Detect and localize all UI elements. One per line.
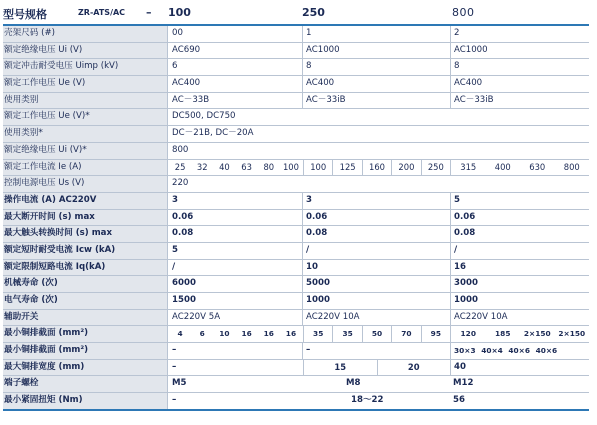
table-cell: / — [172, 261, 176, 272]
table-cell: DC500, DC750 — [172, 111, 236, 122]
header-title: 型号规格 — [3, 8, 47, 21]
table-cell: 5000 — [302, 276, 450, 292]
asterisk-mark: * — [38, 128, 43, 139]
cell-group-250 — [303, 160, 450, 176]
table-cell: 30×3 40×4 40×6 40×6 — [450, 343, 589, 359]
table-cell: 200 — [391, 160, 420, 176]
table-cell: AC400 — [172, 78, 201, 89]
table-cell: AC400 — [450, 76, 589, 92]
row-label: 额定绝缘电压 Ui (V)* — [3, 143, 168, 159]
table-row — [3, 310, 589, 327]
table-row — [3, 176, 589, 193]
asterisk-mark: * — [85, 111, 90, 122]
table-row — [3, 393, 589, 411]
table-cell: 5 — [450, 193, 589, 209]
table-row — [3, 76, 589, 93]
table-row — [3, 376, 589, 393]
row-label: 机械寿命 (次) — [3, 276, 168, 292]
table-row — [3, 93, 589, 110]
table-cell: DC－21B, DC－20A — [172, 128, 254, 139]
row-label: 端子螺栓 — [3, 376, 168, 392]
table-cell: 0.08 — [450, 226, 589, 242]
table-cell: 120 — [460, 329, 476, 339]
table-cell: 50 — [362, 326, 391, 342]
row-label: 操作电流 (A) AC220V — [3, 193, 168, 209]
table-cell: 220 — [172, 178, 189, 189]
table-cell: 6 — [199, 329, 205, 339]
table-row — [3, 59, 589, 76]
table-cell: 25 — [174, 161, 186, 172]
table-cell: 0.06 — [450, 210, 589, 226]
row-label: 最小铜排截面 (mm²) — [3, 326, 168, 342]
table-cell: – — [172, 395, 177, 406]
table-row — [3, 193, 589, 210]
header-frame-800: 800 — [452, 6, 475, 19]
row-label: 额定工作电流 Ie (A) — [3, 160, 168, 176]
row-label: 额定限制短路电流 Iq(kA) — [3, 260, 168, 276]
table-header — [3, 0, 589, 26]
table-cell: 3000 — [450, 276, 589, 292]
table-cell: – — [302, 343, 450, 359]
table-cell: 3 — [172, 194, 178, 205]
table-cell: / — [450, 243, 589, 259]
table-cell: 400 — [494, 161, 511, 172]
table-cell: 6 — [172, 61, 178, 72]
table-cell: 800 — [563, 161, 580, 172]
table-cell: 185 — [495, 329, 511, 339]
cell-group-800 — [450, 160, 589, 176]
table-cell: 1000 — [302, 293, 450, 309]
table-cell: M5 — [172, 378, 187, 389]
table-row — [3, 43, 589, 60]
table-cell: 95 — [421, 326, 450, 342]
table-cell: AC400 — [302, 76, 450, 92]
row-label: 额定短时耐受电流 Icw (kA) — [3, 243, 168, 259]
header-model: ZR-ATS/AC — [78, 8, 126, 17]
table-cell: 160 — [362, 160, 391, 176]
table-cell: 5 — [172, 244, 178, 255]
table-cell: 100 — [310, 161, 327, 172]
table-row — [3, 226, 589, 243]
table-cell: 0.06 — [302, 210, 450, 226]
table-cell: 80 — [263, 161, 275, 172]
row-label: 最小铜排截面 (mm²) — [3, 343, 168, 359]
table-row — [3, 126, 589, 143]
table-cell: 16 — [241, 329, 252, 339]
table-cell: 16 — [263, 329, 274, 339]
table-cell: 8 — [450, 59, 589, 75]
table-cell: 125 — [332, 160, 361, 176]
table-cell: 1000 — [450, 293, 589, 309]
row-label: 额定工作电压 Ue (V)* — [3, 109, 168, 125]
table-cell: AC－33iB — [302, 93, 450, 109]
table-cell: 2 — [450, 26, 589, 42]
table-row — [3, 276, 589, 293]
row-label: 额定冲击耐受电压 Uimp (kV) — [3, 59, 168, 75]
table-cell: 250 — [421, 160, 450, 176]
table-row — [3, 243, 589, 260]
table-cell: 0.08 — [302, 226, 450, 242]
table-cell: 10 — [302, 260, 450, 276]
table-cell: AC220V 10A — [302, 310, 450, 326]
table-cell: 0.08 — [172, 228, 194, 239]
table-row — [3, 343, 589, 360]
cell-group-100 — [169, 326, 302, 342]
row-label: 控制电源电压 Us (V) — [3, 176, 168, 192]
table-cell: 1500 — [172, 295, 196, 305]
table-cell: 10 — [219, 329, 230, 339]
table-row — [3, 260, 589, 277]
table-cell: AC220V 10A — [450, 310, 589, 326]
cell-group-250 — [303, 360, 450, 376]
table-cell: 2×150 — [558, 329, 586, 339]
table-row — [3, 293, 589, 310]
asterisk-mark: * — [82, 144, 87, 155]
row-label: 额定绝缘电压 Ui (V) — [3, 43, 168, 59]
table-cell: 16 — [450, 260, 589, 276]
table-cell: AC690 — [172, 44, 201, 55]
table-cell: 2×150 — [523, 329, 551, 339]
table-cell: M8 — [346, 378, 361, 389]
row-label: 最小紧固扭矩 (Nm) — [3, 393, 168, 409]
table-cell: 4 — [177, 329, 183, 339]
table-cell: 100 — [282, 161, 299, 172]
table-cell: AC－33B — [172, 94, 210, 105]
table-cell: 1 — [302, 26, 450, 42]
table-cell: 800 — [172, 144, 189, 155]
table-cell: 6000 — [172, 278, 196, 289]
row-label: 最大铜排宽度 (mm) — [3, 360, 168, 376]
row-label: 最大断开时间 (s) max — [3, 210, 168, 226]
cell-group-100 — [169, 160, 302, 176]
table-cell: 0.06 — [172, 211, 194, 222]
table-cell: 40 — [219, 161, 230, 172]
table-cell: 20 — [377, 360, 451, 376]
table-cell: 16 — [285, 329, 297, 339]
table-cell: 32 — [196, 161, 208, 172]
header-frame-250: 250 — [302, 6, 325, 19]
table-cell: / — [302, 243, 450, 259]
row-label: 额定工作电压 Ue (V) — [3, 76, 168, 92]
header-frame-100: 100 — [168, 6, 191, 19]
table-cell: 40 — [450, 360, 589, 376]
table-cell: 35 — [332, 326, 361, 342]
table-body — [3, 26, 589, 411]
header-dash: – — [146, 6, 152, 19]
row-label: 使用类别 — [3, 93, 168, 109]
table-cell: 3 — [302, 193, 450, 209]
table-cell: M12 — [453, 378, 474, 389]
cell-group-800 — [450, 326, 589, 342]
table-row — [3, 360, 589, 377]
table-row — [3, 160, 589, 177]
row-label: 最大触头转换时间 (s) max — [3, 226, 168, 242]
table-cell: 18～22 — [351, 395, 384, 406]
table-cell: 630 — [529, 161, 546, 172]
table-row — [3, 109, 589, 126]
row-label: 使用类别* — [3, 126, 168, 142]
table-cell: – — [172, 345, 177, 356]
table-row — [3, 143, 589, 160]
table-cell: 63 — [241, 161, 252, 172]
spec-table — [3, 0, 589, 411]
table-row — [3, 26, 589, 43]
table-cell: AC1000 — [450, 43, 589, 59]
table-cell: AC1000 — [302, 43, 450, 59]
table-cell: 15 — [334, 361, 347, 372]
table-cell: AC－33iB — [450, 93, 589, 109]
table-row — [3, 326, 589, 343]
table-cell: 56 — [453, 395, 465, 406]
table-cell: 70 — [391, 326, 420, 342]
row-label: 壳架尺码 (#) — [3, 26, 168, 42]
row-label: 电气寿命 (次) — [3, 293, 168, 309]
table-cell: 00 — [172, 28, 183, 38]
table-row — [3, 210, 589, 227]
table-cell: 8 — [302, 59, 450, 75]
table-cell: 315 — [460, 161, 477, 172]
table-cell: AC220V 5A — [172, 311, 221, 322]
row-label: 辅助开关 — [3, 310, 168, 326]
cell-group-250 — [303, 326, 450, 342]
table-cell: – — [172, 361, 177, 372]
table-cell: 35 — [313, 329, 324, 339]
